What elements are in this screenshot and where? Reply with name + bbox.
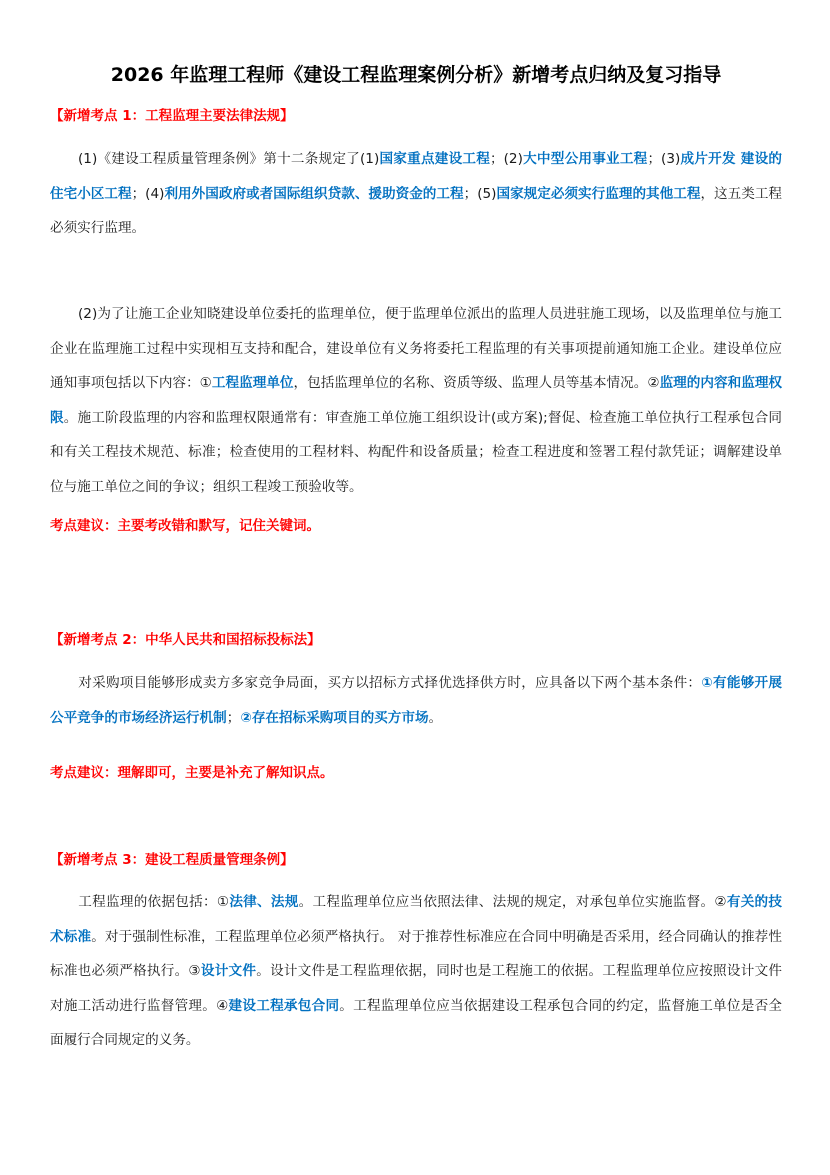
- section-1-tip: 考点建议：主要考改错和默写，记住关键词。: [50, 518, 320, 534]
- highlighted-keyword: 法律、法规: [229, 894, 299, 910]
- body-text: 对采购项目能够形成卖方多家竞争局面，买方以招标方式择优选择供方时，应具备以下两个基本条件：: [78, 675, 702, 691]
- body-text: 工程监理的依据包括：①: [78, 894, 230, 910]
- highlighted-keyword: 建设工程承包合同: [228, 997, 340, 1014]
- section-2-tip: 考点建议：理解即可，主要是补充了解知识点。: [50, 765, 334, 781]
- body-text: 。对于强制性标准，工程监理单位必须严格执行。 对于推荐性标准应在合同中明确是否采用，经合同确认的推荐性标准也必须严格执行。③: [50, 928, 783, 979]
- body-text: 。: [428, 709, 443, 726]
- body-text: (2)为了让施工企业知晓建设单位委托的监理单位，便于监理单位派出的监理人员进驻施工现场，以及监理单位与施工企业在监理施工过程中实现相互支持和配合，建设单位有义务将委托工程监理的有关事项提前通知施工企业。建设单位应通知事项包括以下内容：①: [50, 306, 782, 391]
- body-text: ，包括监理单位的名称、资质等级、监理人员等基本情况。②: [293, 375, 660, 391]
- body-text: 。设计文件是工程监理依据，同时也是工程施工的依据。工程监理单位应按照设计文件对施工活动进行监督管理。④: [50, 963, 783, 1014]
- section-3-paragraph-1: [50, 885, 782, 1058]
- highlighted-keyword: 成片开发 建设的住宅小区工程: [50, 151, 783, 202]
- highlighted-keyword: 监理的内容和监理权限: [50, 375, 783, 426]
- body-text: 。施工阶段监理的内容和监理权限通常有：审查施工单位施工组织设计(或方案);督促、检查施工单位执行工程承包合同和有关工程技术规范、标准；检查使用的工程材料、构配件和设备质量；检查工程进度和签署工程付款凭证；调解建设单位与施工单位之间的争议；组织工程竣工预验收等。: [50, 409, 782, 495]
- body-text: ，这五类工程必须实行监理。: [50, 185, 783, 236]
- highlighted-keyword: 工程监理单位: [211, 375, 294, 391]
- section-1-paragraph-2: [50, 297, 782, 504]
- highlighted-keyword: 国家重点建设工程: [379, 151, 491, 167]
- body-text: (1)《建设工程质量管理条例》第十二条规定了(1): [78, 151, 380, 167]
- document-title: 2026 年监理工程师《建设工程监理案例分析》新增考点归纳及复习指导: [110, 64, 722, 86]
- body-text: ；(4): [131, 185, 165, 202]
- highlighted-keyword: 有关的技术标准: [50, 894, 783, 945]
- highlighted-keyword: 国家规定必须实行监理的其他工程: [496, 185, 701, 202]
- section-1-heading: 【新增考点 1：工程监理主要法律法规】: [50, 108, 294, 124]
- body-text: 。工程监理单位应当依据建设工程承包合同的约定，监督施工单位是否全面履行合同规定的义务。: [50, 997, 783, 1048]
- highlighted-keyword: 大中型公用事业工程: [522, 151, 648, 167]
- section-2-heading: 【新增考点 2：中华人民共和国招标投标法】: [50, 632, 321, 648]
- section-1-paragraph-1: [50, 142, 782, 246]
- highlighted-keyword: ②存在招标采购项目的买方市场: [240, 709, 429, 726]
- highlighted-keyword: ①有能够开展公平竞争的市场经济运行机制: [50, 675, 782, 726]
- body-text: ；(2): [490, 151, 523, 167]
- section-3-heading: 【新增考点 3：建设工程质量管理条例】: [50, 852, 294, 868]
- body-text: ；: [226, 709, 241, 726]
- body-text: 。工程监理单位应当依照法律、法规的规定，对承包单位实施监督。②: [298, 894, 727, 910]
- highlighted-keyword: 设计文件: [200, 963, 257, 979]
- body-text: ；(3): [647, 151, 681, 167]
- section-2-paragraph-1: [50, 666, 782, 735]
- body-text: ；(5): [463, 185, 497, 202]
- highlighted-keyword: 利用外国政府或者国际组织贷款、援助资金的工程: [164, 185, 464, 202]
